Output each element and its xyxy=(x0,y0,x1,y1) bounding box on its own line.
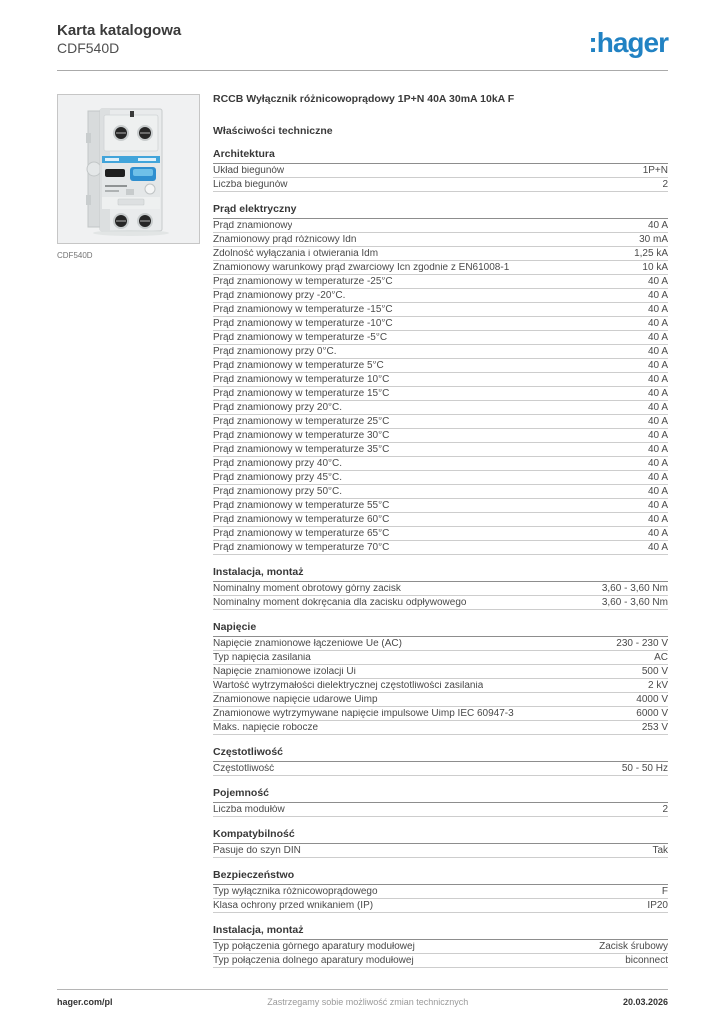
spec-row xyxy=(213,289,668,303)
spec-value: 230 - 230 V xyxy=(616,637,668,649)
spec-section xyxy=(213,149,668,192)
spec-label: Prąd znamionowy przy 45°C. xyxy=(213,472,343,483)
spec-row xyxy=(213,527,668,541)
spec-value: 6000 V xyxy=(636,707,668,719)
spec-row xyxy=(213,485,668,499)
section-title: Kompatybilność xyxy=(213,829,668,844)
spec-value: 10 kA xyxy=(642,261,668,273)
spec-label: Znamionowy prąd różnicowy Idn xyxy=(213,234,357,245)
spec-label: Zdolność wyłączania i otwierania Idm xyxy=(213,248,379,259)
spec-row xyxy=(213,303,668,317)
spec-value: biconnect xyxy=(625,954,668,966)
spec-section xyxy=(213,567,668,610)
spec-label: Klasa ochrony przed wnikaniem (IP) xyxy=(213,900,374,911)
spec-label: Prąd znamionowy w temperaturze 65°C xyxy=(213,528,390,539)
spec-label: Układ biegunów xyxy=(213,165,285,176)
section-title: Pojemność xyxy=(213,788,668,803)
section-title: Częstotliwość xyxy=(213,747,668,762)
spec-label: Nominalny moment obrotowy górny zacisk xyxy=(213,583,401,594)
spec-row xyxy=(213,954,668,968)
spec-label: Znamionowe napięcie udarowe Uimp xyxy=(213,694,378,705)
spec-value: 4000 V xyxy=(636,693,668,705)
spec-value: 40 A xyxy=(647,415,668,427)
technical-properties-heading: Właściwości techniczne xyxy=(213,125,333,137)
content-area xyxy=(57,94,668,968)
doc-type-title: Karta katalogowa xyxy=(57,22,182,39)
spec-value: 30 mA xyxy=(639,233,668,245)
spec-row xyxy=(213,373,668,387)
product-title: RCCB Wyłącznik różnicowoprądowy 1P+N 40A 30mA 10kA F xyxy=(213,93,515,105)
spec-row xyxy=(213,679,668,693)
spec-section xyxy=(213,870,668,913)
spec-row xyxy=(213,471,668,485)
spec-label: Prąd znamionowy w temperaturze 10°C xyxy=(213,374,390,385)
spec-label: Prąd znamionowy przy -20°C. xyxy=(213,290,346,301)
spec-sections xyxy=(213,149,668,968)
section-title: Instalacja, montaż xyxy=(213,925,668,940)
spec-label: Prąd znamionowy przy 0°C. xyxy=(213,346,337,357)
spec-value: Zacisk śrubowy xyxy=(599,940,668,952)
section-title: Instalacja, montaż xyxy=(213,567,668,582)
spec-value: 40 A xyxy=(647,471,668,483)
section-title: Napięcie xyxy=(213,622,668,637)
spec-label: Prąd znamionowy w temperaturze 55°C xyxy=(213,500,390,511)
spec-label: Prąd znamionowy w temperaturze 25°C xyxy=(213,416,390,427)
spec-row xyxy=(213,637,668,651)
spec-section xyxy=(213,204,668,555)
spec-row xyxy=(213,331,668,345)
section-title: Prąd elektryczny xyxy=(213,204,668,219)
spec-row xyxy=(213,359,668,373)
spec-row xyxy=(213,233,668,247)
spec-section xyxy=(213,747,668,776)
spec-value: AC xyxy=(654,651,668,663)
spec-row xyxy=(213,387,668,401)
spec-value: 40 A xyxy=(647,513,668,525)
spec-row xyxy=(213,275,668,289)
spec-label: Typ wyłącznika różnicowoprądowego xyxy=(213,886,378,897)
spec-value: 40 A xyxy=(647,359,668,371)
spec-label: Prąd znamionowy xyxy=(213,220,293,231)
spec-row xyxy=(213,401,668,415)
spec-value: 40 A xyxy=(647,275,668,287)
spec-value: 40 A xyxy=(647,289,668,301)
spec-value: 3,60 - 3,60 Nm xyxy=(601,582,668,594)
spec-row xyxy=(213,707,668,721)
spec-value: 40 A xyxy=(647,485,668,497)
spec-value: 2 kV xyxy=(647,679,668,691)
footer-date: 20.03.2026 xyxy=(622,997,668,1007)
spec-row xyxy=(213,499,668,513)
section-title: Bezpieczeństwo xyxy=(213,870,668,885)
spec-row xyxy=(213,693,668,707)
spec-row xyxy=(213,844,668,858)
spec-row xyxy=(213,721,668,735)
spec-label: Prąd znamionowy w temperaturze -10°C xyxy=(213,318,393,329)
spec-label: Prąd znamionowy w temperaturze 70°C xyxy=(213,542,390,553)
spec-label: Prąd znamionowy w temperaturze 30°C xyxy=(213,430,390,441)
spec-row xyxy=(213,178,668,192)
spec-row xyxy=(213,940,668,954)
spec-label: Prąd znamionowy przy 50°C. xyxy=(213,486,343,497)
spec-row xyxy=(213,596,668,610)
product-column xyxy=(57,94,200,968)
spec-column xyxy=(213,94,668,968)
spec-label: Typ połączenia górnego aparatury modułowej xyxy=(213,941,415,952)
spec-label: Liczba biegunów xyxy=(213,179,288,190)
spec-section xyxy=(213,622,668,735)
spec-value: 40 A xyxy=(647,317,668,329)
spec-label: Napięcie znamionowe łączeniowe Ue (AC) xyxy=(213,638,402,649)
spec-label: Pasuje do szyn DIN xyxy=(213,845,301,856)
spec-value: F xyxy=(661,885,668,897)
spec-row xyxy=(213,885,668,899)
spec-row xyxy=(213,899,668,913)
product-code: CDF540D xyxy=(57,40,120,56)
spec-row xyxy=(213,541,668,555)
spec-row xyxy=(213,762,668,776)
spec-value: 40 A xyxy=(647,541,668,553)
footer-disclaimer: Zastrzegamy sobie możliwość zmian technicznych xyxy=(267,997,469,1007)
spec-label: Typ połączenia dolnego aparatury modułowej xyxy=(213,955,414,966)
spec-label: Liczba modułów xyxy=(213,804,285,815)
spec-section xyxy=(213,925,668,968)
spec-row xyxy=(213,317,668,331)
spec-section xyxy=(213,829,668,858)
spec-value: 2 xyxy=(662,178,668,190)
spec-row xyxy=(213,415,668,429)
spec-value: 40 A xyxy=(647,387,668,399)
spec-row xyxy=(213,803,668,817)
spec-section xyxy=(213,788,668,817)
spec-label: Znamionowe wytrzymywane napięcie impulsowe Uimp IEC 60947-3 xyxy=(213,708,514,719)
spec-value: 1,25 kA xyxy=(634,247,668,259)
spec-label: Prąd znamionowy w temperaturze 35°C xyxy=(213,444,390,455)
product-photo xyxy=(58,95,199,243)
spec-value: Tak xyxy=(652,844,668,856)
spec-value: IP20 xyxy=(647,899,668,911)
spec-label: Prąd znamionowy w temperaturze -25°C xyxy=(213,276,393,287)
spec-row xyxy=(213,443,668,457)
spec-label: Typ napięcia zasilania xyxy=(213,652,311,663)
spec-value: 40 A xyxy=(647,401,668,413)
spec-row xyxy=(213,219,668,233)
product-image-frame xyxy=(57,94,200,244)
spec-row xyxy=(213,513,668,527)
spec-value: 40 A xyxy=(647,303,668,315)
spec-label: Maks. napięcie robocze xyxy=(213,722,319,733)
spec-value: 1P+N xyxy=(642,164,668,176)
header-titles xyxy=(57,22,181,57)
spec-row xyxy=(213,457,668,471)
spec-label: Wartość wytrzymałości dielektrycznej częstotliwości zasilania xyxy=(213,680,484,691)
spec-value: 253 V xyxy=(641,721,668,733)
spec-value: 40 A xyxy=(647,443,668,455)
spec-label: Prąd znamionowy w temperaturze -15°C xyxy=(213,304,393,315)
spec-value: 40 A xyxy=(647,345,668,357)
header-divider xyxy=(57,70,668,71)
spec-row xyxy=(213,247,668,261)
spec-label: Napięcie znamionowe izolacji Ui xyxy=(213,666,356,677)
spec-label: Prąd znamionowy przy 20°C. xyxy=(213,402,343,413)
hager-logo: :hager xyxy=(588,27,668,58)
spec-row xyxy=(213,651,668,665)
spec-row xyxy=(213,261,668,275)
spec-label: Prąd znamionowy w temperaturze 5°C xyxy=(213,360,384,371)
spec-row xyxy=(213,429,668,443)
footer-website-link[interactable]: hager.com/pl xyxy=(57,997,113,1007)
spec-value: 500 V xyxy=(641,665,668,677)
spec-row xyxy=(213,345,668,359)
spec-label: Prąd znamionowy w temperaturze -5°C xyxy=(213,332,388,343)
spec-label: Znamionowy warunkowy prąd zwarciowy Icn zgodnie z EN61008-1 xyxy=(213,262,510,273)
spec-row xyxy=(213,665,668,679)
product-image-caption: CDF540D xyxy=(57,251,93,260)
spec-value: 3,60 - 3,60 Nm xyxy=(601,596,668,608)
page-header xyxy=(57,22,668,58)
section-title: Architektura xyxy=(213,149,668,164)
spec-row xyxy=(213,164,668,178)
spec-value: 2 xyxy=(662,803,668,815)
spec-label: Prąd znamionowy w temperaturze 15°C xyxy=(213,388,390,399)
spec-label: Prąd znamionowy w temperaturze 60°C xyxy=(213,514,390,525)
spec-label: Częstotliwość xyxy=(213,763,275,774)
spec-value: 40 A xyxy=(647,219,668,231)
page-footer xyxy=(57,989,668,1007)
spec-label: Prąd znamionowy przy 40°C. xyxy=(213,458,343,469)
spec-label: Nominalny moment dokręcania dla zacisku odpływowego xyxy=(213,597,467,608)
spec-value: 40 A xyxy=(647,373,668,385)
spec-row xyxy=(213,582,668,596)
spec-value: 40 A xyxy=(647,457,668,469)
spec-value: 40 A xyxy=(647,499,668,511)
spec-value: 40 A xyxy=(647,527,668,539)
spec-value: 40 A xyxy=(647,331,668,343)
spec-value: 50 - 50 Hz xyxy=(621,762,668,774)
spec-value: 40 A xyxy=(647,429,668,441)
